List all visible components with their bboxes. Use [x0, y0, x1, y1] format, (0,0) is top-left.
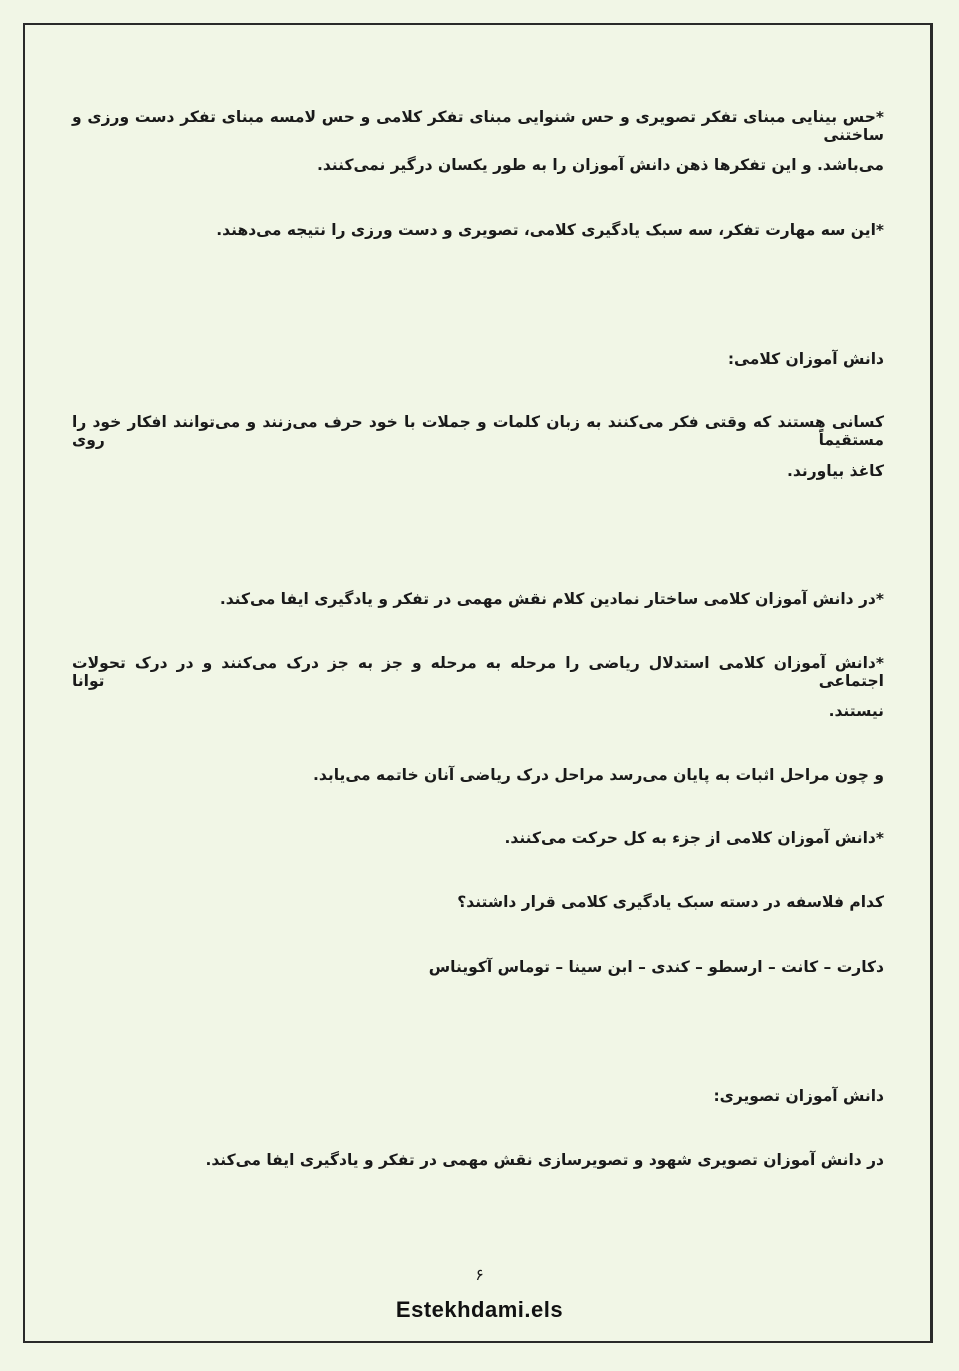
heading-verbal-students: دانش آموزان کلامی:	[727, 350, 884, 368]
heading-visual-students: دانش آموزان تصویری:	[713, 1087, 884, 1105]
paragraph-senses-line1: *حس بینایی مبنای تفکر تصویری و حس شنوایی مبنای تفکر کلامی و حس لامسه مبنای تفکر دست ورزی و ساختنی	[72, 108, 884, 144]
paragraph-verbal-definition-line1: کسانی هستند که وقتی فکر می‌کنند به زبان کلمات و جملات با خود حرف می‌زنند و می‌توانند افکار خود را مستقیماً روی	[72, 413, 884, 449]
paragraph-senses-line2: می‌باشد. و این تفکرها ذهن دانش آموزان را به طور یکسان درگیر نمی‌کنند.	[316, 156, 884, 174]
paragraph-proof-steps: و چون مراحل اثبات به پایان می‌رسد مراحل درک ریاضی آنان خاتمه می‌یابد.	[313, 766, 884, 784]
paragraph-math-reasoning-line1: *دانش آموزان کلامی استدلال ریاضی را مرحله به مرحله و جز به جز درک می‌کنند و در درک تحولات اجتماعی توانا	[72, 654, 884, 690]
page-number: ۶	[475, 1265, 484, 1284]
footer-watermark: Estekhdami.els	[395, 1297, 564, 1322]
question-philosophers: کدام فلاسفه در دسته سبک یادگیری کلامی قرار داشتند؟	[457, 893, 884, 911]
paragraph-three-skills: *این سه مهارت تفکر، سه سبک یادگیری کلامی، تصویری و دست ورزی را نتیجه می‌دهند.	[216, 221, 884, 239]
philosophers-list: دکارت – کانت – ارسطو – کندی – ابن سینا – توماس آکویناس	[428, 958, 884, 976]
paragraph-part-to-whole: *دانش آموزان کلامی از جزء به کل حرکت می‌کنند.	[504, 829, 884, 847]
paragraph-visual-intuition: در دانش آموزان تصویری شهود و تصویرسازی نقش مهمی در تفکر و یادگیری ایفا می‌کند.	[205, 1151, 884, 1169]
paragraph-symbolic-structure: *در دانش آموزان کلامی ساختار نمادین کلام نقش مهمی در تفکر و یادگیری ایفا می‌کند.	[219, 590, 884, 608]
paragraph-math-reasoning-line2: نیستند.	[828, 702, 884, 720]
paragraph-verbal-definition-line2: کاغذ بیاورند.	[787, 462, 884, 480]
